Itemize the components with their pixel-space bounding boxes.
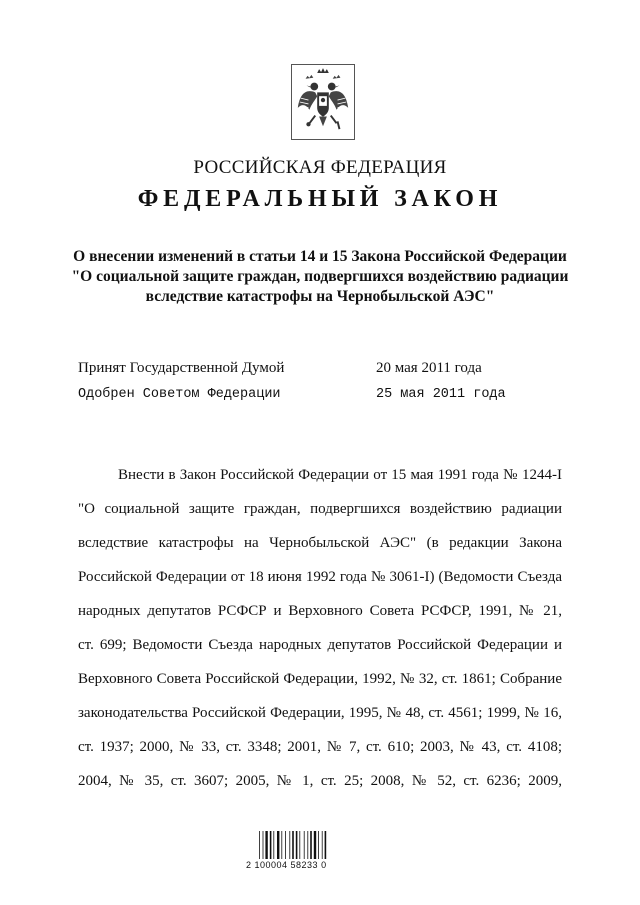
- body-line: Верховного Совета Российской Федерации, 1992, № 32, ст. 1861; Собрание: [78, 671, 562, 687]
- law-title-line: "О социальной защите граждан, подвергшихся воздействию радиации: [71, 268, 569, 285]
- law-title: [60, 247, 580, 307]
- adoption-duma-label: Принят Государственной Думой: [78, 360, 285, 376]
- body-line: ст. 699; Ведомости Съезда народных депутатов Российской Федерации и: [78, 637, 562, 653]
- body-line: 2004, № 35, ст. 3607; 2005, № 1, ст. 25; 2008, № 52, ст. 6236; 2009,: [78, 773, 562, 789]
- law-type-heading: ФЕДЕРАЛЬНЫЙ ЗАКОН: [137, 186, 503, 212]
- adoption-duma-date: 20 мая 2011 года: [376, 360, 482, 376]
- body-line: вследствие катастрофы на Чернобыльской АЭС" (в редакции Закона: [78, 535, 562, 551]
- law-title-line: вследствие катастрофы на Чернобыльской АЭС": [145, 288, 495, 305]
- adoption-council-date: 25 мая 2011 года: [376, 387, 506, 402]
- barcode-number: 2 100004 58233 0: [246, 860, 327, 870]
- body-line: "О социальной защите граждан, подвергшихся воздействию радиации: [78, 501, 562, 517]
- country-name: РОССИЙСКАЯ ФЕДЕРАЦИЯ: [193, 157, 447, 178]
- state-emblem-icon: [291, 64, 355, 140]
- barcode-icon: [258, 831, 328, 859]
- body-line: законодательства Российской Федерации, 1995, № 48, ст. 4561; 1999, № 16,: [78, 705, 562, 721]
- body-line: народных депутатов РСФСР и Верховного Совета РСФСР, 1991, № 21,: [78, 603, 562, 619]
- body-line: Внести в Закон Российской Федерации от 15 мая 1991 года № 1244-I: [118, 467, 562, 483]
- body-line: ст. 1937; 2000, № 33, ст. 3348; 2001, № 7, ст. 610; 2003, № 43, ст. 4108;: [78, 739, 562, 755]
- law-title-line: О внесении изменений в статьи 14 и 15 Закона Российской Федерации: [73, 248, 567, 265]
- law-body-text: [78, 458, 562, 798]
- adoption-council-label: Одобрен Советом Федерации: [78, 387, 281, 402]
- body-line: Российской Федерации от 18 июня 1992 года № 3061-I) (Ведомости Съезда: [78, 569, 562, 585]
